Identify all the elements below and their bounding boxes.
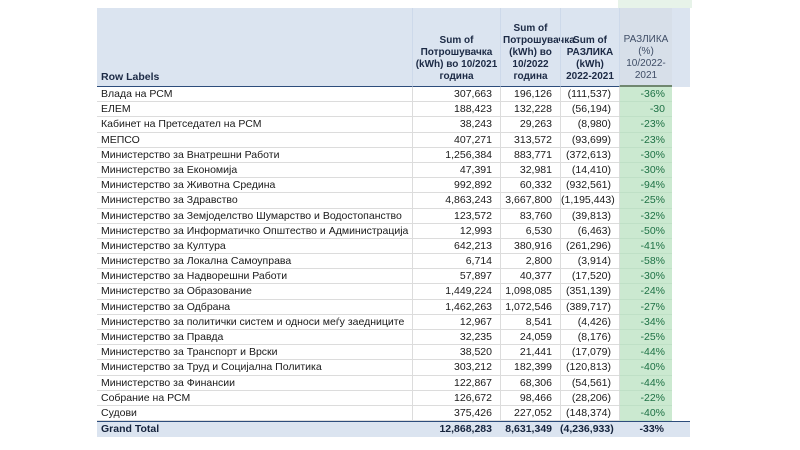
pct-column-cap-strip	[618, 0, 692, 8]
table-row	[97, 193, 690, 208]
row-label-cell[interactable]: Министерство за Информатичко Општество и Администрација	[97, 224, 412, 239]
kwh-2021-cell[interactable]: 38,243	[412, 117, 500, 132]
diff-kwh-cell[interactable]: (1,195,443)	[560, 193, 619, 208]
table-row	[97, 254, 690, 269]
row-label-cell[interactable]: Кабинет на Претседател на РСМ	[97, 117, 412, 132]
diff-pct-cell[interactable]: -24%	[619, 284, 672, 299]
diff-kwh-cell[interactable]: (17,079)	[560, 345, 619, 360]
table-row	[97, 148, 690, 163]
header-diff-kwh[interactable]: Sum of РАЗЛИКА (kWh) 2022-2021	[560, 8, 619, 87]
kwh-2021-cell[interactable]: 12,967	[412, 315, 500, 330]
row-label-cell[interactable]: Министерство за Економија	[97, 163, 412, 178]
table-row	[97, 87, 690, 102]
grand-total-label[interactable]: Grand Total	[101, 423, 160, 436]
row-label-cell[interactable]: Министерство за Транспорт и Врски	[97, 345, 412, 360]
table-row	[97, 133, 690, 148]
table-row	[97, 300, 690, 315]
kwh-2022-cell[interactable]: 21,441	[500, 345, 560, 360]
diff-pct-cell[interactable]: -41%	[619, 239, 672, 254]
row-label-cell[interactable]: Министерство за Локална Самоуправа	[97, 254, 412, 269]
grand-total-diff-kwh[interactable]: (4,236,933)	[560, 423, 614, 436]
diff-pct-cell[interactable]: -32%	[619, 209, 672, 224]
kwh-2022-cell[interactable]: 3,667,800	[500, 193, 560, 208]
grand-total-kwh-2021[interactable]: 12,868,283	[439, 423, 492, 436]
kwh-2021-cell[interactable]: 642,213	[412, 239, 500, 254]
diff-pct-cell[interactable]: -58%	[619, 254, 672, 269]
kwh-2022-cell[interactable]: 227,052	[500, 406, 560, 421]
kwh-2022-cell[interactable]: 196,126	[500, 87, 560, 102]
table-row	[97, 376, 690, 391]
kwh-2021-cell[interactable]: 1,256,384	[412, 148, 500, 163]
diff-kwh-cell[interactable]: (120,813)	[560, 360, 619, 375]
kwh-2022-cell[interactable]: 883,771	[500, 148, 560, 163]
kwh-2021-cell[interactable]: 47,391	[412, 163, 500, 178]
table-row	[97, 102, 690, 117]
diff-pct-cell[interactable]: -44%	[619, 376, 672, 391]
kwh-2021-cell[interactable]: 126,672	[412, 391, 500, 406]
header-row-labels[interactable]: Row Labels	[97, 8, 412, 87]
header-filler-cell	[672, 8, 690, 87]
kwh-2022-cell[interactable]: 98,466	[500, 391, 560, 406]
kwh-2022-cell[interactable]: 1,072,546	[500, 300, 560, 315]
kwh-2022-cell[interactable]: 83,760	[500, 209, 560, 224]
diff-kwh-cell[interactable]: (372,613)	[560, 148, 619, 163]
kwh-2021-cell[interactable]: 57,897	[412, 269, 500, 284]
kwh-2022-cell[interactable]: 68,306	[500, 376, 560, 391]
kwh-2022-cell[interactable]: 32,981	[500, 163, 560, 178]
table-row	[97, 345, 690, 360]
kwh-2021-cell[interactable]: 1,449,224	[412, 284, 500, 299]
row-label-cell[interactable]: Министерство за Култура	[97, 239, 412, 254]
diff-pct-cell[interactable]: -50%	[619, 224, 672, 239]
table-row	[97, 269, 690, 284]
table-row	[97, 117, 690, 132]
header-kwh-2022[interactable]: Sum of Потрошувачка (kWh) во 10/2022 година	[500, 8, 560, 87]
diff-kwh-cell[interactable]: (14,410)	[560, 163, 619, 178]
diff-kwh-cell[interactable]: (39,813)	[560, 209, 619, 224]
row-label-cell[interactable]: Министерство за политички систем и односи меѓу заедниците	[97, 315, 412, 330]
diff-kwh-cell[interactable]: (6,463)	[560, 224, 619, 239]
diff-pct-cell[interactable]: -25%	[619, 330, 672, 345]
kwh-2021-cell[interactable]: 307,663	[412, 87, 500, 102]
row-label-cell[interactable]: Министерство за Здравство	[97, 193, 412, 208]
diff-kwh-cell[interactable]: (54,561)	[560, 376, 619, 391]
diff-kwh-cell[interactable]: (4,426)	[560, 315, 619, 330]
row-label-cell[interactable]: ЕЛЕМ	[97, 102, 412, 117]
kwh-2022-cell[interactable]: 313,572	[500, 133, 560, 148]
grand-total-kwh-2022[interactable]: 8,631,349	[505, 423, 552, 436]
table-row	[97, 178, 690, 193]
kwh-2022-cell[interactable]: 2,800	[500, 254, 560, 269]
row-label-cell[interactable]: Министерство за Животна Средина	[97, 178, 412, 193]
diff-pct-cell[interactable]: -40%	[619, 360, 672, 375]
kwh-2021-cell[interactable]: 32,235	[412, 330, 500, 345]
row-label-cell[interactable]: Собрание на РСМ	[97, 391, 412, 406]
table-row	[97, 224, 690, 239]
grand-total-diff-pct[interactable]: -33%	[639, 423, 664, 436]
diff-kwh-cell[interactable]: (932,561)	[560, 178, 619, 193]
row-label-cell[interactable]: МЕПСО	[97, 133, 412, 148]
diff-kwh-cell[interactable]: (28,206)	[560, 391, 619, 406]
diff-pct-cell[interactable]: -44%	[619, 345, 672, 360]
row-label-cell[interactable]: Министерство за Надворешни Работи	[97, 269, 412, 284]
kwh-2021-cell[interactable]: 122,867	[412, 376, 500, 391]
row-label-cell[interactable]: Министерство за Образование	[97, 284, 412, 299]
diff-kwh-cell[interactable]: (8,176)	[560, 330, 619, 345]
diff-kwh-cell[interactable]: (111,537)	[560, 87, 619, 102]
kwh-2022-cell[interactable]: 132,228	[500, 102, 560, 117]
kwh-2022-cell[interactable]: 8,541	[500, 315, 560, 330]
pivot-body	[97, 87, 690, 421]
kwh-2021-cell[interactable]: 123,572	[412, 209, 500, 224]
kwh-2022-cell[interactable]: 29,263	[500, 117, 560, 132]
row-label-cell[interactable]: Министерство за Земјоделство Шумарство и Водостопанство	[97, 209, 412, 224]
table-row	[97, 406, 690, 421]
diff-pct-cell[interactable]: -94%	[619, 178, 672, 193]
row-label-cell[interactable]: Судови	[97, 406, 412, 421]
row-label-cell[interactable]: Министерство за Труд и Социјална Политика	[97, 360, 412, 375]
diff-kwh-cell[interactable]: (389,717)	[560, 300, 619, 315]
row-label-cell[interactable]: Министерство за Одбрана	[97, 300, 412, 315]
row-label-cell[interactable]: Министерство за Внатрешни Работи	[97, 148, 412, 163]
table-row	[97, 330, 690, 345]
grand-total-row	[97, 421, 690, 437]
table-row	[97, 315, 690, 330]
kwh-2021-cell[interactable]: 4,863,243	[412, 193, 500, 208]
table-row	[97, 163, 690, 178]
kwh-2021-cell[interactable]: 375,426	[412, 406, 500, 421]
kwh-2022-cell[interactable]: 182,399	[500, 360, 560, 375]
kwh-2021-cell[interactable]: 303,212	[412, 360, 500, 375]
diff-kwh-cell[interactable]: (148,374)	[560, 406, 619, 421]
diff-pct-cell[interactable]: -30%	[619, 163, 672, 178]
kwh-2021-cell[interactable]: 188,423	[412, 102, 500, 117]
table-row	[97, 284, 690, 299]
row-label-cell[interactable]: Влада на РСМ	[97, 87, 412, 102]
diff-pct-cell[interactable]: -30%	[619, 269, 672, 284]
kwh-2021-cell[interactable]: 6,714	[412, 254, 500, 269]
kwh-2021-cell[interactable]: 38,520	[412, 345, 500, 360]
header-kwh-2021[interactable]: Sum of Потрошувачка (kWh) во 10/2021 година	[412, 8, 500, 87]
diff-kwh-cell[interactable]: (17,520)	[560, 269, 619, 284]
kwh-2022-cell[interactable]: 380,916	[500, 239, 560, 254]
diff-kwh-cell[interactable]: (3,914)	[560, 254, 619, 269]
kwh-2021-cell[interactable]: 1,462,263	[412, 300, 500, 315]
diff-kwh-cell[interactable]: (351,139)	[560, 284, 619, 299]
diff-pct-cell[interactable]: -30%	[619, 148, 672, 163]
table-row	[97, 391, 690, 406]
diff-pct-cell[interactable]: -23%	[619, 133, 672, 148]
diff-pct-cell[interactable]: -23%	[619, 117, 672, 132]
kwh-2022-cell[interactable]: 6,530	[500, 224, 560, 239]
kwh-2021-cell[interactable]: 992,892	[412, 178, 500, 193]
diff-kwh-cell[interactable]: (56,194)	[560, 102, 619, 117]
kwh-2022-cell[interactable]: 40,377	[500, 269, 560, 284]
diff-pct-cell[interactable]: -36%	[619, 87, 672, 102]
diff-kwh-cell[interactable]: (8,980)	[560, 117, 619, 132]
kwh-2022-cell[interactable]: 1,098,085	[500, 284, 560, 299]
kwh-2021-cell[interactable]: 12,993	[412, 224, 500, 239]
diff-pct-cell[interactable]: -34%	[619, 315, 672, 330]
table-row	[97, 209, 690, 224]
diff-pct-cell[interactable]: -40%	[619, 406, 672, 421]
diff-kwh-cell[interactable]: (93,699)	[560, 133, 619, 148]
diff-kwh-cell[interactable]: (261,296)	[560, 239, 619, 254]
diff-pct-cell[interactable]: -27%	[619, 300, 672, 315]
kwh-2022-cell[interactable]: 60,332	[500, 178, 560, 193]
table-row	[97, 360, 690, 375]
row-label-cell[interactable]: Министерство за Финансии	[97, 376, 412, 391]
table-row	[97, 239, 690, 254]
row-label-cell[interactable]: Министерство за Правда	[97, 330, 412, 345]
header-diff-pct[interactable]: РАЗЛИКА (%) 10/2022-2021	[619, 8, 672, 87]
diff-pct-cell[interactable]: -25%	[619, 193, 672, 208]
pivot-table	[97, 8, 690, 437]
diff-pct-cell[interactable]: -22%	[619, 391, 672, 406]
pivot-header-row	[97, 8, 690, 87]
kwh-2022-cell[interactable]: 24,059	[500, 330, 560, 345]
kwh-2021-cell[interactable]: 407,271	[412, 133, 500, 148]
diff-pct-cell[interactable]: -30	[619, 102, 672, 117]
